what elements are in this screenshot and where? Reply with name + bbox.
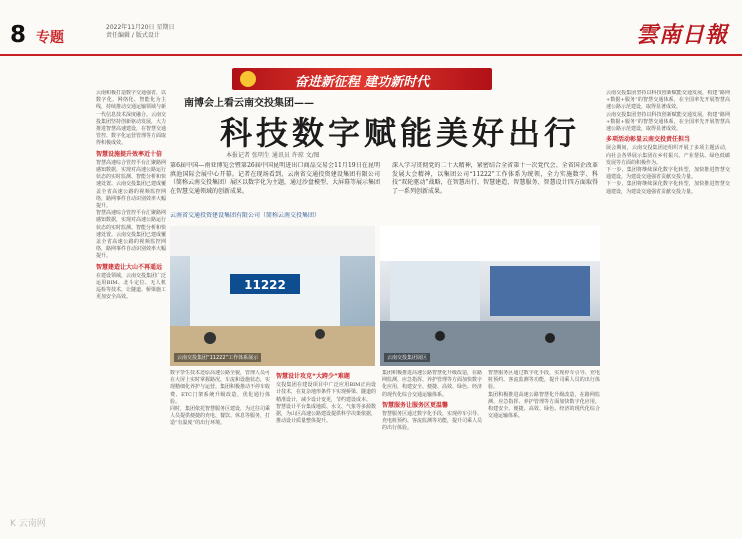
newspaper-masthead: 雲南日報 <box>635 22 728 48</box>
source-watermark: K 云南网 <box>10 519 46 529</box>
exhibit-photo-right <box>380 226 600 366</box>
left-subhead-2: 智慧建造让大山不再遥远 <box>96 263 163 271</box>
right-mid-body-1: 集团积极推进高速公路智慧化升级改造，在路网监测、应急指挥、养护管理等方面加快数字化应用，构建安全、便捷、高效、绿色、经济的现代化综合交通运输体系。 <box>382 370 482 398</box>
theme-banner <box>232 68 492 90</box>
svg-text:11222: 11222 <box>244 278 286 292</box>
article-kicker: 南博会上看云南交投集团—— <box>184 98 314 109</box>
left-column <box>96 90 166 510</box>
lead-blue-line <box>170 212 380 222</box>
date-line-1: 2022年11月20日 星期日 <box>106 24 175 31</box>
issue-date <box>106 24 174 40</box>
right-mid2-body-1: 智慧服务区通过数字化手段，实现停车引导、充电桩预约、客流监测等功能，提升司乘人员的出行体验。 <box>488 370 600 391</box>
exhibit-photo-right-graphic <box>380 226 600 366</box>
page-number: 8 <box>10 22 27 48</box>
left-body-2: 在建设领域，云南交投集团广泛运用BIM、北斗定位、无人机巡检等技术，让隧道、桥梁施工更加安全高效。 <box>96 272 166 301</box>
left-subhead-1: 智慧设施提升效率近十倍 <box>96 150 163 158</box>
right-body-1: 云南交投集团坚持以科技创新赋能交通发展，构建“路网+数据+服务”的智慧交通体系，在全国率先开展智慧高速公路示范建设，取得显著成效。 <box>606 90 730 111</box>
center-body-1: 交投集团在建设项目中广泛应用BIM正向设计技术，在复杂地形条件下实现桥梁、隧道的精准设计，减少设计变更，节约建设成本。 <box>276 382 376 403</box>
right-subhead-1: 多项活动彰显云南交投责任担当 <box>606 136 691 144</box>
date-line-2: 责任编辑 / 版式设计 <box>106 32 160 39</box>
left-body-1: 智慧高速综合管控平台汇聚路网感知数据，实现对高速公路运行状态的实时监测、智能分析和快速处置。云南交投集团已建成覆盖全省高速公路的视频监控网络，路网事件自动识别效率大幅提升。 <box>96 159 166 210</box>
right-body-1b: 云南交投集团坚持以科技创新赋能交通发展，构建“路网+数据+服务”的智慧交通体系，在全国率先开展智慧高速公路示范建设，取得显著成效。 <box>606 111 730 133</box>
right-body-3: 下一步，集团将继续深化数字化转型，加快推进智慧交通建设，为建设交通强省贡献交投力量。 <box>606 167 730 181</box>
exhibit-photo-left-graphic <box>170 226 375 366</box>
center-subhead: 智慧设计攻克“大跨少”难题 <box>276 373 350 380</box>
lead-blue-text: 云南省交通投资建设集团有限公司（简称云南交投集团） <box>170 212 321 219</box>
lead-text: 第6届中国—南亚博览会暨第26届中国昆明进出口商品交易会11月19日在昆明滇池国际会展中心开幕。记者在现场看到，云南省交通投资建设集团有限公司（简称云南交投集团）展区以数字化为主题，通过沙盘模型、大屏幕等展示集团在智慧交通领域的创新成果。 <box>170 162 380 195</box>
right-column <box>606 90 730 510</box>
lead-right-text: 深入学习贯彻党的二十大精神，紧密结合全省第十一次党代会、全省国企改革发展大会精神，以集团公司“11222”工作体系为统领，全力实施数字、科技“双轮驱动”战略，在智慧出行、智慧建造、智慧服务、智慧设计四方面取得了一系列创新成果。 <box>392 162 598 195</box>
center-column <box>276 370 376 510</box>
middle-body-1: 数字孪生技术还原高速公路全貌，管理人员可在大屏上实时掌握路况、车流和设施状态，实现精细化养护与运营。集团积极推动不停车收费、ETC门架系统升级改造，优化通行体验。 <box>170 370 270 405</box>
left-body-1b: 智慧高速综合管控平台汇聚路网感知数据，实现对高速公路运行状态的实时监测、智能分析和快速处置。云南交投集团已建成覆盖全省高速公路的视频监控网络，路网事件自动识别效率大幅提升。 <box>96 210 166 260</box>
photo-left-caption: 云南交投集团“11222”工作体系展示 <box>174 353 261 362</box>
middle-body-2: 同时，集团依托智慧服务区建设，为过往司乘人员提供便捷的充电、餐饮、休息等服务，打造“有温度”的出行环境。 <box>170 406 270 427</box>
right-mid2-body-2: 集团积极推进高速公路智慧化升级改造，在路网监测、应急指挥、养护管理等方面加快数字化应用，构建安全、便捷、高效、绿色、经济的现代化综合交通运输体系。 <box>488 391 600 420</box>
right-mid-body-2: 智慧服务区通过数字化手段，实现停车引导、充电桩预约、客流监测等功能，提升司乘人员的出行体验。 <box>382 411 482 432</box>
right-mid-subhead: 智慧服务让服务区更温馨 <box>382 401 449 409</box>
lead-paragraph <box>170 162 380 210</box>
photo-right-caption: 云南交投集团展区 <box>384 353 430 362</box>
page-header <box>0 0 742 56</box>
middle-left-column <box>170 370 270 510</box>
right-body-2: 展会期间，云南交投集团还组织开展了多项主题活动，向社会各界展示集团在乡村振兴、产业帮扶、绿色低碳发展等方面的积极作为。 <box>606 145 730 166</box>
left-intro: 云南积极打造数字交通强省，以数字化、网络化、智能化为主线，持续推动交通运输领域与新一代信息技术深度融合。云南交投集团坚持创新驱动发展，大力推进智慧高速建设，在智慧交通管控、数字化运营管理等方面取得积极成效。 <box>96 90 166 147</box>
article-headline: 科技数字赋能美好出行 <box>220 114 581 152</box>
exhibit-photo-left <box>170 226 375 366</box>
right-body-3b: 下一步，集团将继续深化数字化转型，加快推进智慧交通建设，为建设交通强省贡献交投力量。 <box>606 181 730 195</box>
right-mid-column <box>382 370 482 510</box>
right-mid-column-2 <box>488 370 600 510</box>
article-byline: 本报记者 张明生 通讯员 许琼 文/图 <box>226 152 320 159</box>
lead-paragraph-right <box>392 162 598 220</box>
section-label: 专题 <box>36 30 64 46</box>
center-body-2: 智慧设计平台集成地质、水文、气象等多源数据，为山区高速公路建设提供科学决策依据，推动设计质量整体提升。 <box>276 403 376 425</box>
banner-text: 奋进新征程 建功新时代 <box>294 75 430 90</box>
